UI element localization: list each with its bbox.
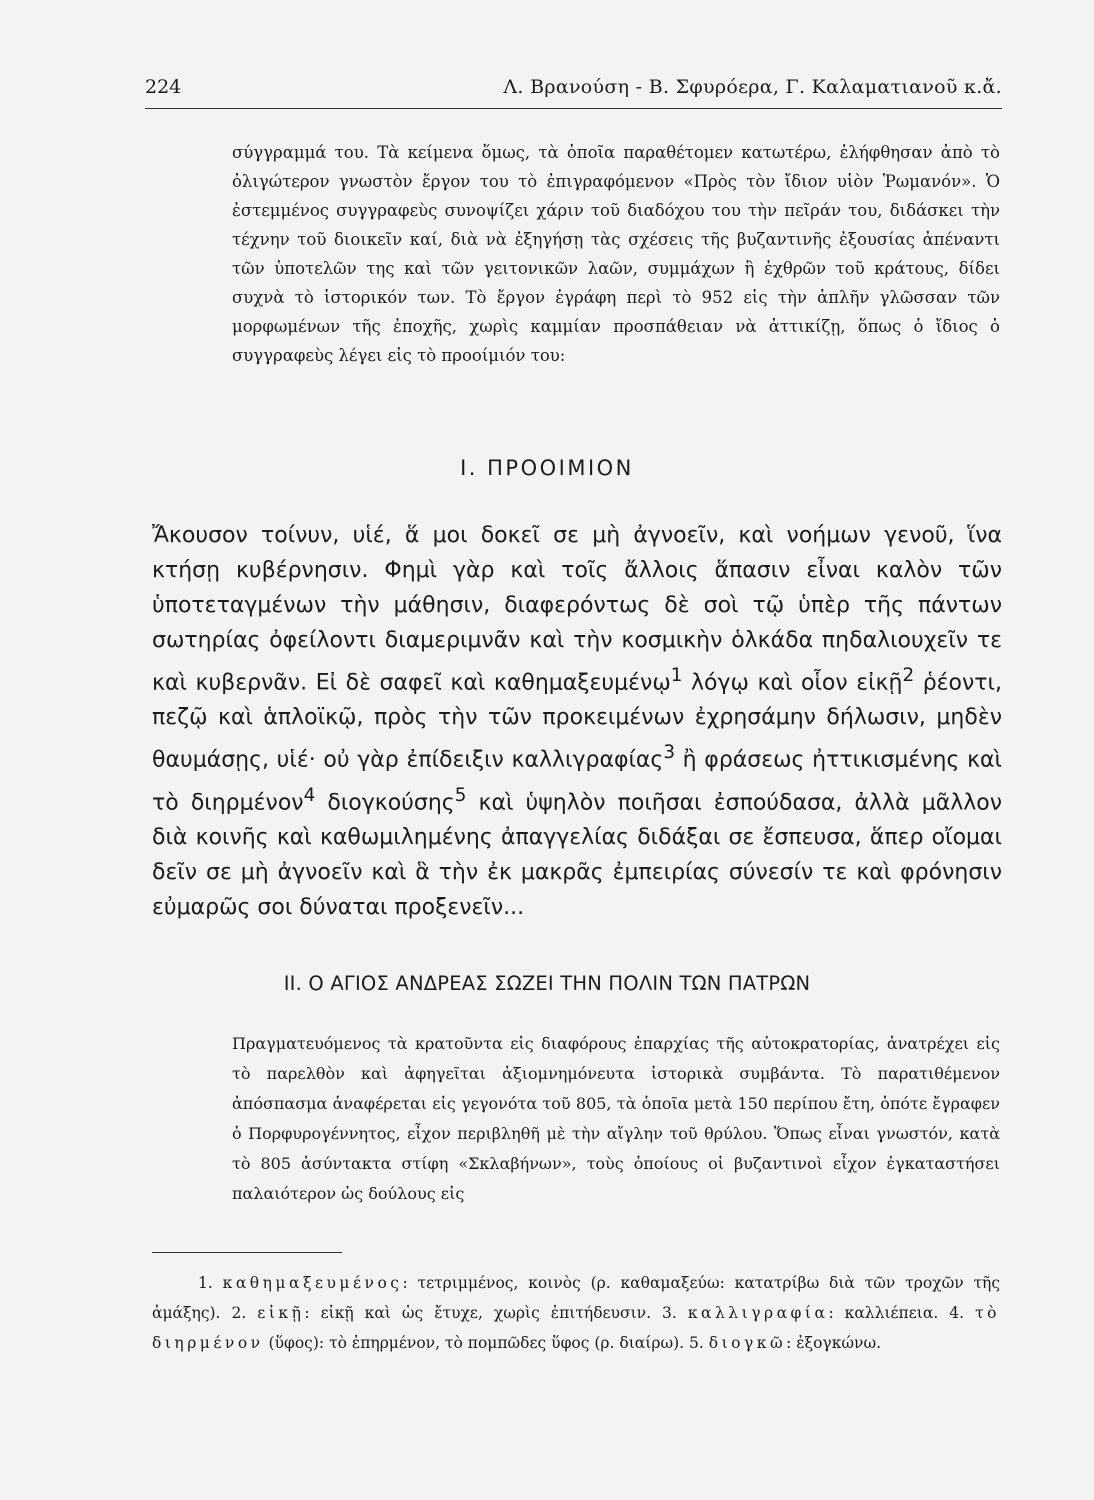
quote-text-part: λόγῳ καὶ οἷον εἰκῇ [682, 670, 903, 696]
footnote-5-definition: : ἐξογκώνω. [786, 1334, 882, 1352]
section-2-heading: II. Ο ΑΓΙΟΣ ΑΝΔΡΕΑΣ ΣΩΖΕΙ ΤΗΝ ΠΟΛΙΝ ΤΩΝ ΠΑΤΡΩΝ [283, 972, 811, 995]
footnote-block [152, 1268, 1000, 1358]
quote-text-part: ἢ φράσεως ἠττικισμένης καὶ τὸ διηρμένον [152, 747, 1002, 815]
intro-text [232, 138, 1000, 370]
quote-text-part: Ἄκουσον τοίνυν, υἱέ, ἅ μοι δοκεῖ σε μὴ ἀγνοεῖν, καὶ νοήμων γενοῦ, ἵνα κτήσῃ κυβέρνησιν. Φημὶ γὰρ καὶ τοῖς ἄλλοις ἅπασιν εἶναι καλὸν τῶν ὑποτεταγμένων τὴν μάθησιν, διαφερόντως δὲ σοὶ τῷ ὑπὲρ τῆς πάντων σωτηρίας ὀφείλοντι διαμεριμνᾶν καὶ τὴν κοσμικὴν ὁλκάδα πηδαλιουχεῖν τε καὶ κυβερνᾶν. Εἰ δὲ σαφεῖ καὶ καθημαξευμένῳ [152, 523, 1002, 696]
footnote-2-term: εἰκῇ [257, 1304, 305, 1322]
page-number: 224 [145, 76, 182, 98]
footnote-marker-4: 4 [303, 784, 316, 806]
footnote-3-number: 3. [662, 1304, 677, 1322]
footnote-3-definition: : καλλιέπεια. [828, 1304, 939, 1322]
footnote-1-number: 1. [198, 1274, 213, 1292]
footnote-divider [152, 1252, 342, 1253]
footnote-5-term: διογκῶ [708, 1334, 787, 1352]
footnote-5-number: 5. [689, 1334, 704, 1352]
quote-text-part: ῥέοντι, πεζῷ καὶ ἁπλοϊκῷ, πρὸς τὴν τῶν προκειμένων ἐχρησάμην δήλωσιν, μηδὲν θαυμάσῃς, υἱέ· οὐ γὰρ ἐπίδειξιν καλλιγραφίας [152, 670, 1002, 773]
footnote-4-definition: (ὕφος): τὸ ἐπηρμένον, τὸ πομπῶδες ὕφος (ρ. διαίρω). [268, 1334, 685, 1352]
footnote-marker-2: 2 [902, 665, 915, 686]
footnote-3-term: καλλιγραφία [687, 1304, 829, 1322]
quote-text-part: διογκούσης [315, 789, 455, 815]
footnote-1-term: καθημαξευμένος [222, 1274, 403, 1292]
footnote-marker-1: 1 [670, 665, 683, 686]
footnote-4-term: τὸ διηρμένον [152, 1304, 1000, 1352]
section-2-text [232, 1029, 1000, 1209]
section-2-paragraph: Πραγματευόμενος τὰ κρατοῦντα εἰς διαφόρους ἐπαρχίας τῆς αὐτοκρατορίας, ἀνατρέχει εἰς τὸ παρελθὸν καὶ ἀφηγεῖται ἀξιομνημόνευτα ἱστορικὰ συμβάντα. Τὸ παρατιθέμενον ἀπόσπασμα ἀναφέρεται εἰς γεγονότα τοῦ 805, τὰ ὁποῖα μετὰ 150 περίπου ἔτη, ὁπότε ἔγραφεν ὁ Πορφυρογέννητος, εἶχον περιβληθῆ μὲ τὴν αἴγλην τοῦ θρύλου. Ὅπως εἶναι γνωστόν, κατὰ τὸ 805 ἀσύντακτα στίφη «Σκλαβήνων», τοὺς ὁποίους οἱ βυζαντινοὶ εἶχον ἐγκαταστήσει παλαιότερον ὡς δούλους εἰς [232, 1034, 1000, 1203]
footnotes [152, 1268, 1000, 1358]
quote-text-part: καὶ ὑψηλὸν ποιῆσαι ἐσπούδασα, ἀλλὰ μᾶλλον διὰ κοινῆς καὶ καθωμιλημένης ἀπαγγελίας διδάξαι σε ἔσπευσα, ἅπερ οἴομαι δεῖν σε μὴ ἀγνοεῖν καὶ ἃ τὴν ἐκ μακρᾶς ἐμπειρίας σύνεσίν τε καὶ φρόνησιν εὐμαρῶς σοι δύναται προξενεῖν... [152, 789, 1002, 920]
intro-paragraph: σύγγραμμά του. Τὰ κείμενα ὅμως, τὰ ὁποῖα παραθέτομεν κατωτέρω, ἐλήφθησαν ἀπὸ τὸ ὀλιγώτερον γνωστὸν ἔργον του τὸ ἐπιγραφόμενον «Πρὸς τὸν ἴδιον υἱὸν Ῥωμανόν». Ὁ ἐστεμμένος συγγραφεὺς συνοψίζει χάριν τοῦ διαδόχου του τὴν πεῖράν του, διδάσκει τὴν τέχνην τοῦ διοικεῖν καί, διὰ νὰ ἐξηγήσῃ τὰς σχέσεις τῆς βυζαντινῆς ἐξουσίας ἀπέναντι τῶν ὑποτελῶν της καὶ τῶν γειτονικῶν λαῶν, συμμάχων ἢ ἐχθρῶν τοῦ κράτους, δίδει συχνὰ τὸ ἱστορικόν των. Τὸ ἔργον ἐγράφη περὶ τὸ 952 εἰς τὴν ἁπλῆν γλῶσσαν τῶν μορφωμένων τῆς ἐποχῆς, χωρὶς καμμίαν προσπάθειαν νὰ ἀττικίζῃ, ὅπως ὁ ἴδιος ὁ συγγραφεὺς λέγει εἰς τὸ προοίμιόν του: [232, 143, 1000, 365]
footnote-2-number: 2. [231, 1304, 247, 1322]
quotation-paragraph [152, 518, 1002, 925]
footnote-2-definition: : εἰκῇ καὶ ὡς ἔτυχε, χωρὶς ἐπιτήδευσιν. [304, 1304, 652, 1322]
footnote-4-number: 4. [949, 1304, 965, 1322]
footnote-marker-3: 3 [663, 742, 675, 764]
section-1-quotation [152, 518, 1002, 925]
footnote-marker-5: 5 [454, 784, 467, 806]
section-1-heading: I. ΠΡΟΟΙΜΙΟΝ [460, 456, 634, 480]
footnote-1-definition: : τετριμμένος, κοινὸς (ρ. καθαμαξεύω: κατατρίβω διὰ τῶν τροχῶν τῆς ἁμάξης). [152, 1274, 1000, 1322]
running-title: Λ. Βρανούση - Β. Σφυρόερα, Γ. Καλαματιανοῦ κ.ἄ. [503, 76, 1002, 98]
page-header [145, 72, 1002, 109]
